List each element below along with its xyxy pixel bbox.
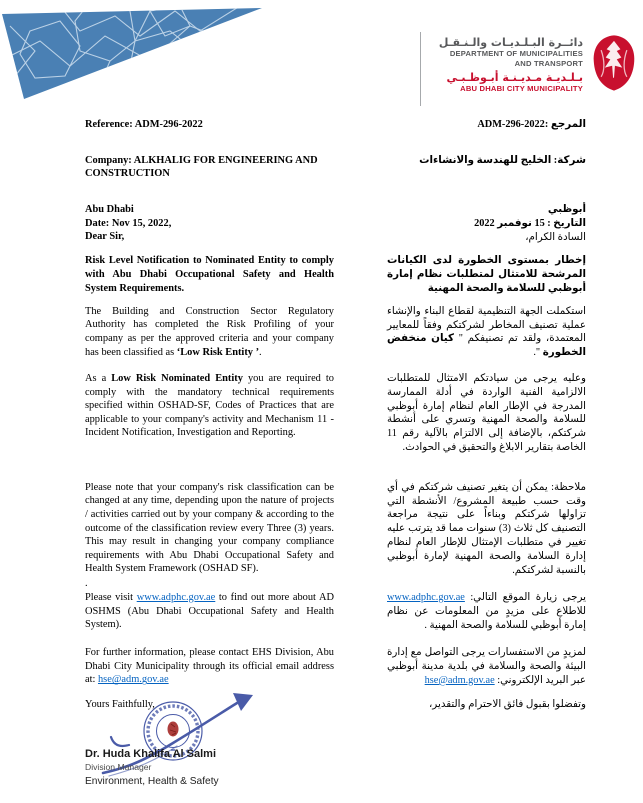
city-line-ar: أبوظبي bbox=[547, 203, 586, 215]
p1-en-text: The Building and Construction Sector Regulatory Authority has completed the Risk Profiling of your company as per the approved criteria and your company has been classified as bbox=[85, 305, 334, 358]
paragraph-risk-profiling-ar bbox=[387, 305, 586, 360]
hse-email-link-ar[interactable]: hse@adm.gov.ae bbox=[424, 674, 495, 686]
paragraph-note bbox=[85, 481, 586, 578]
p2-en-text: you are required to comply with the mandatory technical requirements specified within OSHAD-SF, Codes of Practices that are applicable to your company's activity and Mechanism 11 - Incident Notification, Investigation and Reporting. bbox=[85, 372, 334, 439]
date-line-ar: التاريخ : 15 نوفمبر 2022 bbox=[474, 217, 586, 229]
adphc-website-link-ar[interactable]: www.adphc.gov.ae bbox=[387, 591, 465, 603]
greeting-en bbox=[85, 203, 334, 244]
low-risk-nominated-entity-label: Low Risk Nominated Entity bbox=[111, 372, 243, 384]
subject-row bbox=[85, 254, 586, 295]
p2-en-start: As a bbox=[85, 372, 112, 384]
logo-dept-english-line2: AND TRANSPORT bbox=[514, 58, 583, 68]
logo-municipality-english: ABU DHABI CITY MUNICIPALITY bbox=[460, 84, 583, 93]
p1-ar-end: ". bbox=[533, 347, 543, 359]
adphc-website-link[interactable]: www.adphc.gov.ae bbox=[136, 591, 216, 603]
company-row bbox=[85, 154, 586, 181]
date-line: Date: Nov 15, 2022, bbox=[85, 217, 172, 229]
signatory-name: Dr. Huda Khalifa Al Salmi bbox=[85, 748, 217, 760]
signature-block bbox=[85, 748, 219, 788]
company-ar: شركة: الخليج للهندسة والانشاءات bbox=[419, 154, 586, 166]
closing-ar: وتفضلوا بقبول فائق الاحترام والتقدير، bbox=[428, 698, 586, 710]
paragraph-website-en bbox=[85, 591, 334, 632]
subject-ar: إخطار بمستوى الخطورة لدى الكيانات المرشحة للامتثال لمتطلبات نظام إمارة أبوظبي للسلامة والصحة المهنية bbox=[387, 255, 586, 294]
greeting-row bbox=[85, 203, 586, 244]
reference-en: Reference: ADM-296-2022 bbox=[85, 119, 203, 130]
subject-en: Risk Level Notification to Nominated Entity to comply with Abu Dhabi Occupational Safety and Health System Requirements. bbox=[85, 255, 334, 294]
paragraph-note-en: Please note that your company's risk classification can be changed at any time, depending upon the nature of projects / activities carried out by your company & according to the outcome of the classification review every Three (3) years. This may result in changing your company compliance requirements with Abu Dhabi Occupational Safety and Health System Framework (OSHAD SF). bbox=[85, 481, 334, 575]
stray-dot: . bbox=[85, 578, 88, 590]
greeting-ar bbox=[387, 203, 586, 244]
paragraph-compliance bbox=[85, 372, 586, 455]
paragraph-risk-profiling-en bbox=[85, 305, 334, 359]
p4-ar-text: للاطلاع على مزيدٍ من المعلومات عن نظام إمارة أبوظبي للسلامة والصحة المهنية . bbox=[387, 605, 586, 631]
p4-ar-start: يرجى زيارة الموقع التالي: bbox=[464, 591, 586, 603]
stray-dot-row bbox=[85, 577, 586, 591]
letter-body bbox=[85, 0, 586, 711]
falcon-emblem-icon bbox=[591, 32, 637, 94]
signatory-department: Environment, Health & Safety bbox=[85, 776, 219, 787]
reference-ar: المرجع :ADM-296-2022 bbox=[477, 119, 586, 130]
p5-en-text: For further information, please contact EHS Division, Abu Dhabi City Municipality through its official email address at: bbox=[85, 647, 334, 686]
closing-en: Yours Faithfully, bbox=[85, 698, 155, 710]
reference-row bbox=[85, 118, 586, 132]
signatory-title: Division Manager bbox=[85, 762, 152, 772]
paragraph-compliance-en bbox=[85, 372, 334, 440]
paragraph-website bbox=[85, 591, 586, 632]
p1-ar-text: استكملت الجهة التنظيمية لقطاع البناء والإنشاء عملية تصنيف المخاطر لشركتكم وفقاً للمعايير المعتمدة، ولقد تم تصنيفكم " bbox=[387, 305, 586, 345]
hse-email-link[interactable]: hse@adm.gov.ae bbox=[97, 674, 169, 686]
p4-en-start: Please visit bbox=[85, 591, 137, 603]
p5-ar-text: لمزيدٍ من الاستفسارات يرجى التواصل مع إدارة البيئة والصحة والسلامة في بلدية مدينة أبوظبي عبر البريد الإلكتروني: bbox=[387, 647, 586, 686]
low-risk-entity-label: ‘Low Risk Entity ’ bbox=[176, 346, 260, 358]
logo-municipality-arabic: بـلـديـة مـديـنـة أبـوظـبـي bbox=[446, 71, 583, 84]
paragraph-website-ar bbox=[387, 591, 586, 632]
p1-en-end: . bbox=[259, 346, 262, 358]
logo-dept-arabic: دائــرة البـلـديـات والـنـقـل bbox=[438, 36, 583, 49]
logo-dept-english-line1: DEPARTMENT OF MUNICIPALITIES bbox=[449, 49, 583, 58]
p4-en-text: to find out more about AD OSHMS (Abu Dhabi Occupational Safety and Health System). bbox=[85, 591, 334, 631]
paragraph-risk-profiling bbox=[85, 305, 586, 360]
paragraph-contact-ar bbox=[387, 646, 586, 687]
salutation-line-ar: السادة الكرام، bbox=[525, 231, 586, 243]
city-line: Abu Dhabi bbox=[85, 203, 134, 215]
paragraph-compliance-ar: وعليه يرجى من سيادتكم الامتثال للمتطلبات الالزامية الفنية الواردة في أدلة الممارسة المدرجة في الإطار العام لنظام إمارة أبوظبي للسلامة والصحة المهنية وتسري على أنشطة شركتكم، بالإضافة إلى الالتزام بالآلية رقم 11 الخاصة بتقارير الابلاغ والتحقيق في الحوادث. bbox=[387, 372, 586, 453]
paragraph-note-ar: ملاحظة: يمكن أن يتغير تصنيف شركتكم في أي وقت حسب طبيعة المشروع/ الأنشطة التي تزاولها شركتكم وبناءاً على نتيجة مراجعة التصنيف كل ثلاث (3) سنوات مما قد يترتب عليه تغيير في متطلبات الإمتثال للإطار العام لنظام إدارة السلامة والصحة المهنية لإمارة أبوظبي بالنسبة لشركتكم. bbox=[387, 481, 586, 576]
low-risk-entity-label-ar: كيان منخفض الخطورة bbox=[387, 333, 586, 359]
salutation-line: Dear Sir, bbox=[85, 231, 125, 243]
company-en: Company: ALKHALIG FOR ENGINEERING AND CONSTRUCTION bbox=[85, 154, 318, 180]
